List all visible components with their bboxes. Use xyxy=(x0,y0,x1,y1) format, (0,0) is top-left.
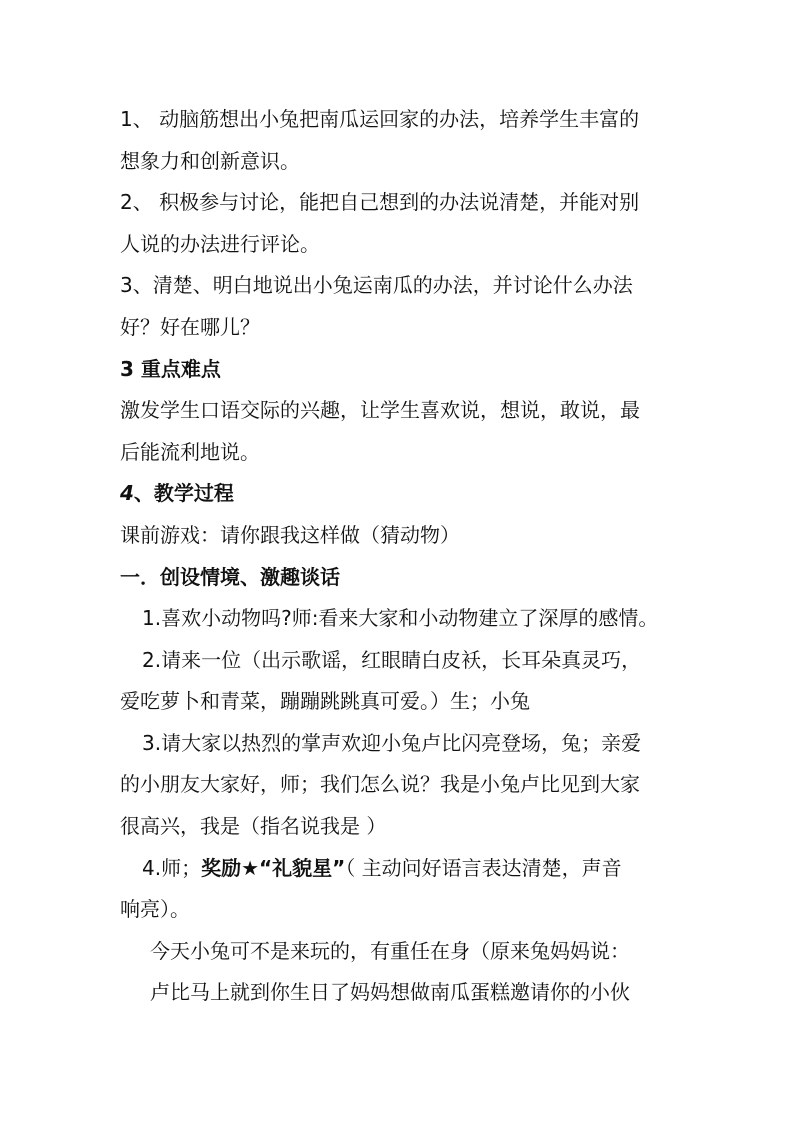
item-4-suffix: （ 主动问好语言表达清楚，声音 xyxy=(345,856,622,880)
pre-class-game: 课前游戏：请你跟我这样做（猜动物） xyxy=(120,523,460,547)
objective-1-line-1: 1、 动脑筋想出小兔把南瓜运回家的办法，培养学生丰富的 xyxy=(120,107,640,131)
objective-2-line-1: 2、 积极参与讨论，能把自己想到的办法说清楚，并能对别 xyxy=(120,190,640,214)
item-4-prefix: 4.师； xyxy=(142,856,202,880)
objective-2-line-2: 人说的办法进行评论。 xyxy=(120,232,320,256)
objective-3-line-1: 3、清楚、明白地说出小兔运南瓜的办法，并讨论什么办法 xyxy=(120,273,633,297)
item-3-line-2: 的小朋友大家好，师；我们怎么说？我是小兔卢比见到大家 xyxy=(120,772,640,796)
key-points-line-1: 激发学生口语交际的兴趣，让学生喜欢说，想说，敢说，最 xyxy=(120,398,640,422)
item-4-line-2: 响亮）。 xyxy=(120,897,190,921)
process-heading xyxy=(120,481,234,505)
objective-1-line-2: 想象力和创新意识。 xyxy=(120,149,300,173)
story-line-2: 卢比马上就到你生日了妈妈想做南瓜蛋糕邀请你的小伙 xyxy=(150,980,630,1004)
item-4-award: 奖励★“礼貌星” xyxy=(201,856,346,880)
key-points-heading: 3 重点难点 xyxy=(120,357,221,381)
item-4-line-1 xyxy=(142,856,622,880)
item-1: 1.喜欢小动物吗?师:看来大家和小动物建立了深厚的感情。 xyxy=(142,606,659,630)
process-heading-number: 4 xyxy=(120,481,134,505)
item-3-line-3: 很高兴，我是（指名说我是 ） xyxy=(120,814,387,838)
item-2-line-2: 爱吃萝卜和青菜，蹦蹦跳跳真可爱。）生；小兔 xyxy=(120,689,530,713)
story-line-1: 今天小兔可不是来玩的，有重任在身（原来兔妈妈说： xyxy=(150,939,630,963)
objective-3-line-2: 好？好在哪儿？ xyxy=(120,315,260,339)
key-points-line-2: 后能流利地说。 xyxy=(120,440,260,464)
item-3-line-1: 3.请大家以热烈的掌声欢迎小兔卢比闪亮登场，兔；亲爱 xyxy=(142,731,642,755)
section-1-heading: 一．创设情境、激趣谈话 xyxy=(120,565,340,589)
process-heading-text: 、教学过程 xyxy=(133,481,234,505)
item-2-line-1: 2.请来一位（出示歌谣，红眼睛白皮袄，长耳朵真灵巧， xyxy=(142,648,642,672)
